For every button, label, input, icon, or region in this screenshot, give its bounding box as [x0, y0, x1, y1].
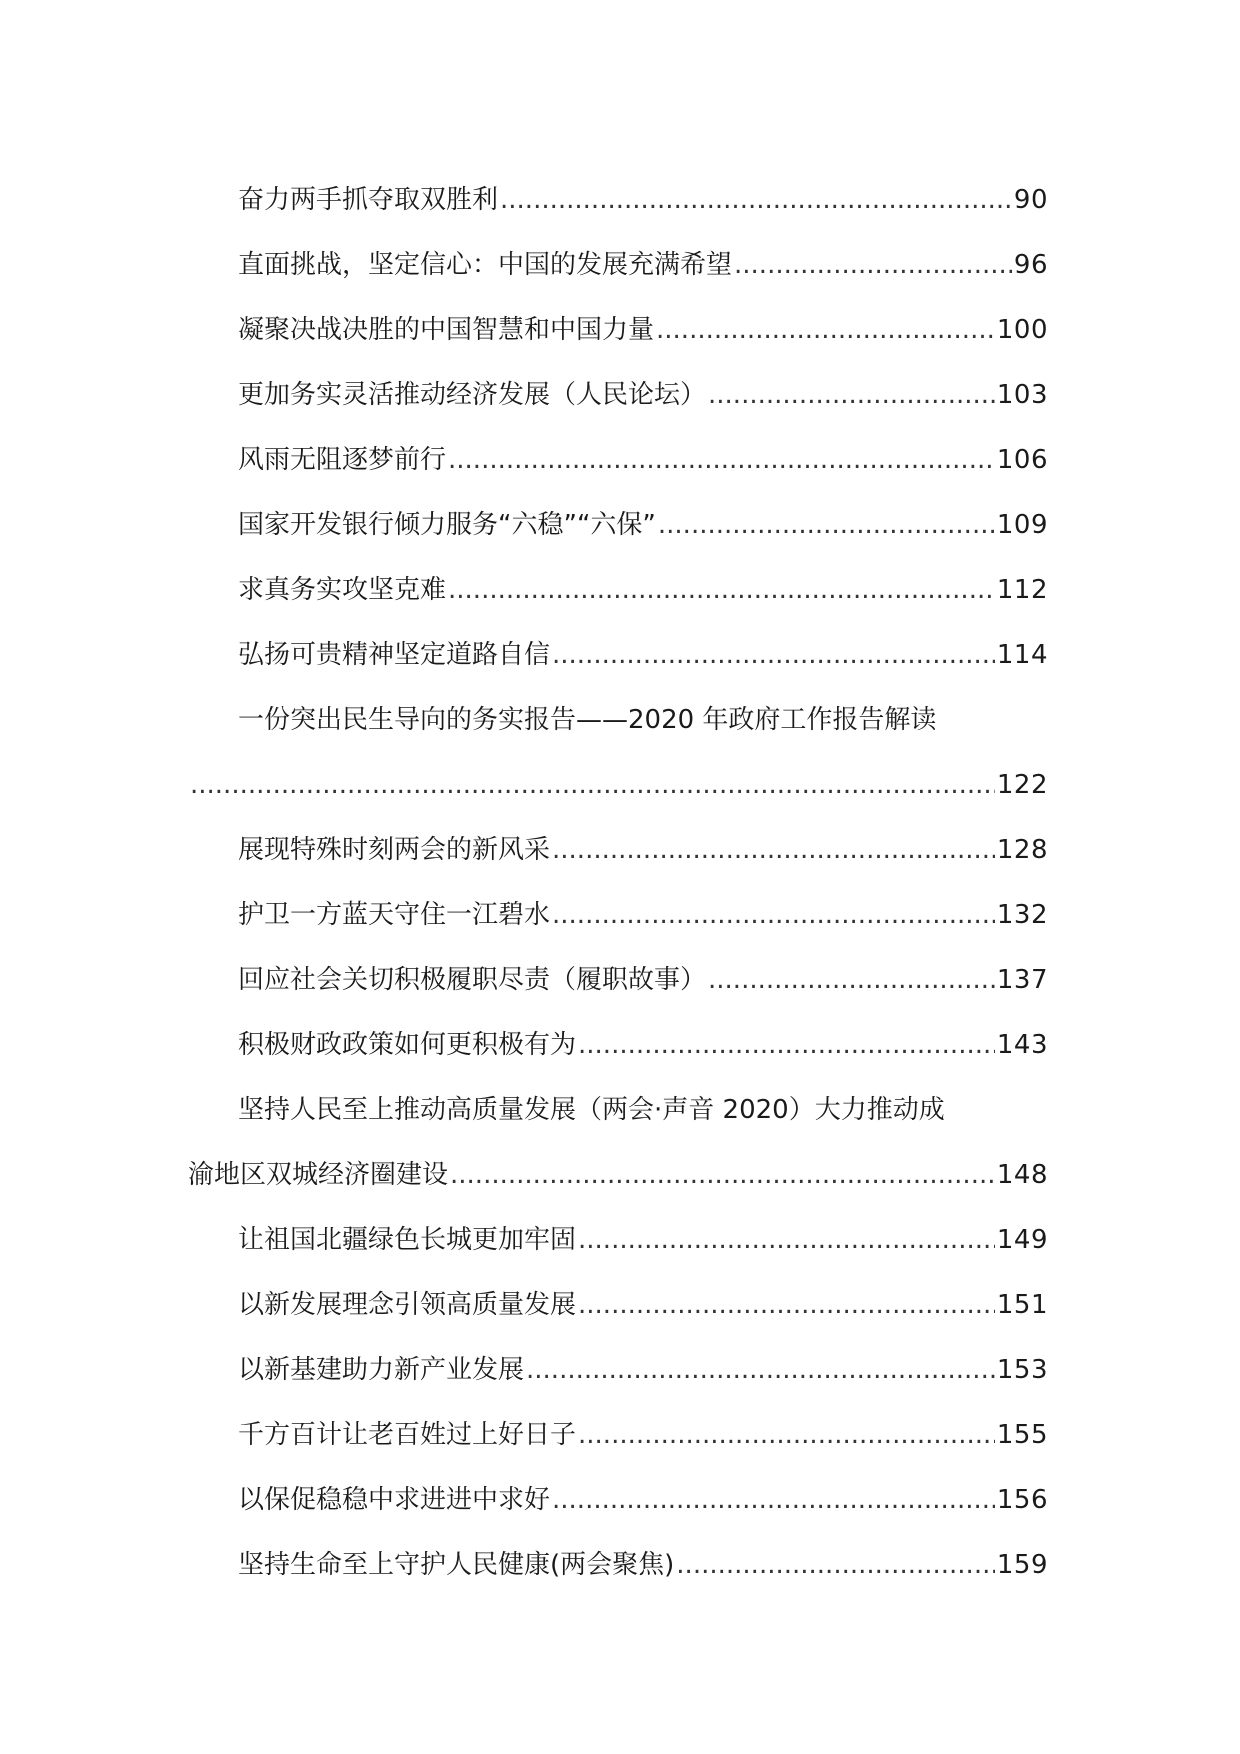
- toc-entry[interactable]: [188, 948, 1048, 1013]
- toc-entry[interactable]: [188, 1013, 1048, 1078]
- toc-entry[interactable]: [188, 623, 1048, 688]
- toc-entry-title: 奋力两手抓夺取双胜利: [238, 185, 499, 215]
- toc-entry[interactable]: [188, 168, 1048, 233]
- toc-entry-title: 直面挑战，坚定信心：中国的发展充满希望: [238, 250, 733, 280]
- toc-entry-title: 让祖国北疆绿色长城更加牢固: [238, 1225, 577, 1255]
- toc-entry-title: 展现特殊时刻两会的新风采: [238, 835, 551, 865]
- toc-entry-title-continued: 渝地区双城经济圈建设: [188, 1160, 449, 1190]
- toc-entry-page: 149: [996, 1225, 1048, 1255]
- toc-entry-page: 132: [996, 900, 1048, 930]
- dot-leader: [734, 233, 1012, 298]
- dot-leader: [656, 298, 995, 363]
- toc-entry-page: 155: [996, 1420, 1048, 1450]
- dot-leader: [578, 1013, 995, 1078]
- toc-entry-title: 坚持生命至上守护人民健康(两会聚焦): [238, 1550, 675, 1580]
- dot-leader: [448, 558, 995, 623]
- toc-entry-title: 一份突出民生导向的务实报告——2020 年政府工作报告解读: [238, 705, 937, 735]
- toc-entry[interactable]: [188, 818, 1048, 883]
- toc-entry[interactable]: [188, 1468, 1048, 1533]
- toc-entry-title: 以保促稳稳中求进进中求好: [238, 1485, 551, 1515]
- dot-leader: [708, 948, 995, 1013]
- toc-entry[interactable]: [188, 493, 1048, 558]
- dot-leader: [676, 1533, 995, 1598]
- toc-entry-title: 坚持人民至上推动高质量发展（两会·声音 2020）大力推动成: [238, 1095, 945, 1125]
- dot-leader: [552, 623, 995, 688]
- toc-entry[interactable]: [188, 1273, 1048, 1338]
- dot-leader: [658, 493, 995, 558]
- toc-entry-title: 国家开发银行倾力服务“六稳”“六保”: [238, 510, 656, 540]
- toc-entry[interactable]: [188, 233, 1048, 298]
- toc-entry-title: 以新发展理念引领高质量发展: [238, 1290, 577, 1320]
- dot-leader: [552, 883, 995, 948]
- toc-entry-page: 143: [996, 1030, 1048, 1060]
- dot-leader: [526, 1338, 995, 1403]
- toc-entry[interactable]: [188, 1533, 1048, 1598]
- toc-entry-page: 122: [996, 770, 1048, 800]
- toc-entry[interactable]: [188, 883, 1048, 948]
- toc-entry[interactable]: [188, 1403, 1048, 1468]
- table-of-contents: [188, 168, 1048, 1598]
- toc-entry-page: 114: [996, 640, 1048, 670]
- toc-entry-page: 112: [996, 575, 1048, 605]
- toc-entry[interactable]: [188, 1208, 1048, 1273]
- toc-entry[interactable]: [188, 363, 1048, 428]
- toc-entry-page: 148: [996, 1160, 1048, 1190]
- dot-leader: [448, 428, 995, 493]
- dot-leader: [500, 168, 1012, 233]
- toc-entry[interactable]: [188, 1338, 1048, 1403]
- toc-entry-title: 更加务实灵活推动经济发展（人民论坛）: [238, 380, 707, 410]
- toc-entry-page: 128: [996, 835, 1048, 865]
- toc-entry-page: 90: [1013, 185, 1048, 215]
- toc-entry-title: 千方百计让老百姓过上好日子: [238, 1420, 577, 1450]
- toc-entry-page: 96: [1013, 250, 1048, 280]
- dot-leader: [552, 818, 995, 883]
- toc-entry-page: 137: [996, 965, 1048, 995]
- toc-entry-title: 积极财政政策如何更积极有为: [238, 1030, 577, 1060]
- toc-entry-title: 回应社会关切积极履职尽责（履职故事）: [238, 965, 707, 995]
- toc-entry-page: 159: [996, 1550, 1048, 1580]
- toc-entry[interactable]: [188, 298, 1048, 363]
- toc-entry-page: 153: [996, 1355, 1048, 1385]
- toc-entry[interactable]: [188, 688, 1048, 818]
- dot-leader: [190, 753, 995, 818]
- toc-entry-title: 护卫一方蓝天守住一江碧水: [238, 900, 551, 930]
- dot-leader: [708, 363, 995, 428]
- dot-leader: [552, 1468, 995, 1533]
- toc-entry-title: 凝聚决战决胜的中国智慧和中国力量: [238, 315, 655, 345]
- toc-entry-page: 106: [996, 445, 1048, 475]
- toc-entry-title: 弘扬可贵精神坚定道路自信: [238, 640, 551, 670]
- toc-entry-page: 100: [996, 315, 1048, 345]
- toc-entry-page: 151: [996, 1290, 1048, 1320]
- toc-entry-page: 109: [996, 510, 1048, 540]
- toc-entry-title: 求真务实攻坚克难: [238, 575, 447, 605]
- toc-entry-page: 156: [996, 1485, 1048, 1515]
- toc-entry[interactable]: [188, 558, 1048, 623]
- toc-entry[interactable]: [188, 428, 1048, 493]
- toc-entry-page: 103: [996, 380, 1048, 410]
- dot-leader: [578, 1403, 995, 1468]
- toc-entry-title: 以新基建助力新产业发展: [238, 1355, 525, 1385]
- dot-leader: [450, 1143, 995, 1208]
- toc-entry[interactable]: [188, 1078, 1048, 1208]
- toc-entry-title: 风雨无阻逐梦前行: [238, 445, 447, 475]
- dot-leader: [578, 1273, 995, 1338]
- dot-leader: [578, 1208, 995, 1273]
